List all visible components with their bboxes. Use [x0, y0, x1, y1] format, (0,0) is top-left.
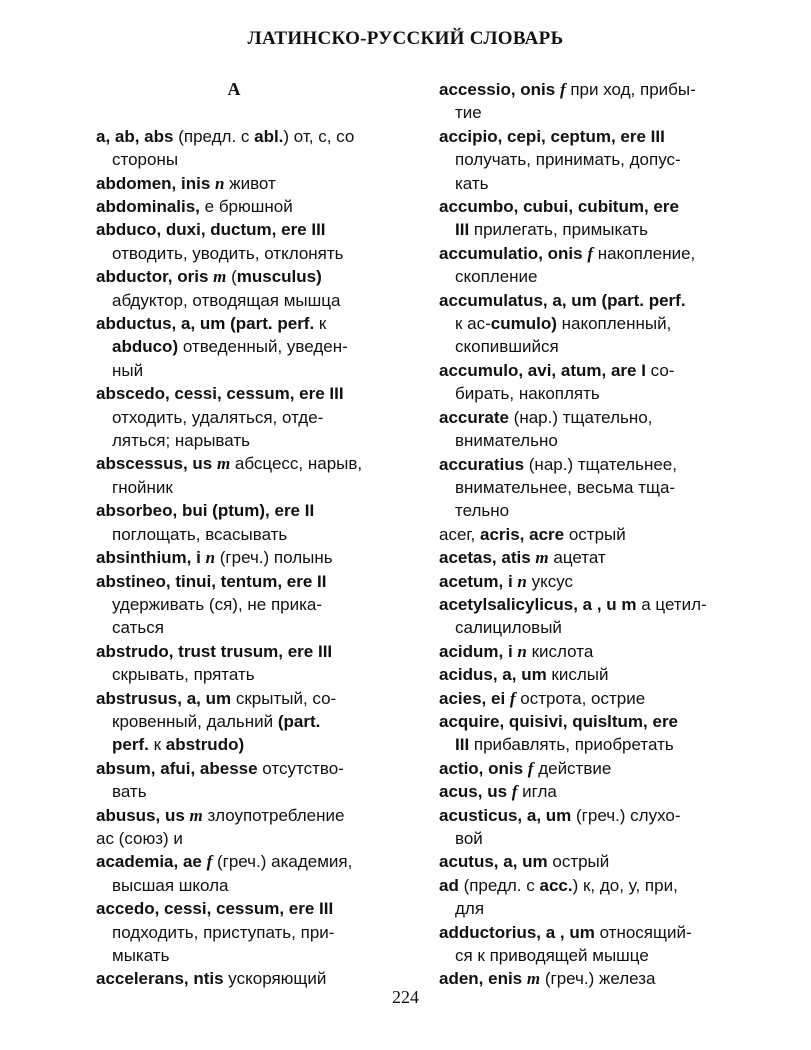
headword: acetas, atis: [439, 548, 536, 568]
headword: accumulatio, onis: [439, 243, 588, 263]
headword: acris, acre: [479, 524, 565, 544]
entry-continuation: [439, 616, 715, 639]
dictionary-entry: [439, 687, 715, 710]
dictionary-entry: [96, 452, 372, 499]
entry-continuation: [96, 429, 372, 452]
headword: acidum, i: [439, 641, 518, 661]
left-column: [96, 78, 372, 991]
headword: ad: [439, 875, 459, 895]
headword: acutus, a, um: [439, 852, 548, 872]
definition-text: получать, принимать, допус-: [455, 150, 681, 170]
definition-text: уксус: [526, 571, 574, 591]
dictionary-entry: [96, 382, 372, 452]
definition-text: накопленный,: [556, 314, 672, 334]
definition-text: острый: [564, 524, 626, 544]
definition-text: бирать, накоплять: [455, 384, 600, 404]
dictionary-entry: [439, 406, 715, 453]
headword: acus, us: [439, 782, 512, 802]
dictionary-entry: [439, 874, 715, 921]
definition-text: (греч.) железа: [540, 969, 656, 989]
headword: III: [455, 735, 470, 755]
definition-text: скрывать, прятать: [112, 665, 255, 685]
definition-text: асег,: [439, 524, 480, 544]
entry-line: [439, 663, 715, 686]
definition-text: (греч.) академия,: [212, 852, 353, 872]
gender-mark: n: [215, 173, 225, 193]
entry-line: [439, 850, 715, 873]
entry-continuation: [439, 944, 715, 967]
dictionary-entry: [439, 593, 715, 640]
headword: actio, onis: [439, 758, 528, 778]
headword: acies, ei: [439, 688, 510, 708]
entry-continuation: [96, 944, 372, 967]
dictionary-entry: [96, 757, 372, 804]
entry-line: [439, 687, 715, 710]
definition-text: со-: [645, 360, 675, 380]
headword: acc.: [539, 875, 573, 895]
definition-text: ) от, с, со: [283, 126, 355, 146]
entry-line: [96, 452, 372, 475]
headword: acusticus, a, um: [439, 805, 572, 825]
entry-line: [96, 804, 372, 827]
gender-mark: f: [587, 243, 593, 263]
gender-mark: f: [509, 688, 516, 708]
definition-text: абдуктор, отводящая мышца: [112, 290, 341, 310]
entry-continuation: [439, 312, 715, 335]
headword: abstrudo, trust trusum, ere III: [96, 641, 333, 661]
dictionary-entry: [439, 125, 715, 195]
dictionary-entry: [439, 710, 715, 757]
entry-line: [439, 710, 715, 733]
entry-continuation: [96, 616, 372, 639]
entry-continuation: [439, 897, 715, 920]
headword: acetum, i: [439, 571, 518, 591]
definition-text: гнойник: [112, 477, 173, 497]
headword: accumulatus, a, um (part. perf.: [439, 290, 686, 310]
headword: abscessus, us: [96, 454, 217, 474]
entry-line: [96, 546, 372, 569]
entry-continuation: [439, 476, 715, 499]
definition-text: ный: [112, 360, 144, 380]
definition-text: злоупотребление: [202, 805, 345, 825]
gender-mark: n: [205, 548, 216, 568]
dictionary-entry: [96, 897, 372, 967]
definition-text: для: [455, 899, 485, 919]
definition-text: вать: [112, 782, 147, 802]
definition-text: к ас-: [455, 314, 491, 334]
definition-text: ускоряющий: [223, 969, 327, 989]
dictionary-entry: [439, 663, 715, 686]
headword: accumbo, cubui, cubitum, ere: [439, 197, 679, 217]
gender-mark: m: [535, 548, 549, 568]
definition-text: поглощать, всасывать: [112, 524, 288, 544]
definition-text: живот: [224, 173, 276, 193]
entry-continuation: [96, 406, 372, 429]
headword: aden, enis: [439, 969, 527, 989]
definition-text: кровенный, дальний: [112, 711, 278, 731]
entry-line: [439, 289, 715, 312]
entry-line: [439, 757, 715, 780]
definition-text: высшая школа: [112, 875, 229, 895]
definition-text: ацетат: [548, 548, 606, 568]
definition-text: к: [314, 314, 327, 334]
definition-text: отсутство-: [257, 758, 344, 778]
entry-continuation: [96, 335, 372, 358]
dictionary-entry: [439, 289, 715, 359]
entry-continuation: [439, 733, 715, 756]
gender-mark: f: [527, 758, 534, 778]
headword: abdominalis,: [96, 197, 200, 216]
page-number: 224: [392, 987, 419, 1007]
entry-continuation: [96, 476, 372, 499]
entry-continuation: [96, 289, 372, 312]
entry-continuation: [96, 780, 372, 803]
dictionary-entry: [439, 78, 715, 125]
entry-continuation: [96, 874, 372, 897]
entry-line: [439, 406, 715, 429]
entry-continuation: [96, 921, 372, 944]
headword: abdomen, inis: [96, 173, 216, 193]
definition-text: отходить, удаляться, отде-: [112, 407, 324, 427]
definition-text: внимательно: [455, 431, 558, 451]
entry-line: [96, 218, 372, 241]
gender-mark: n: [517, 641, 527, 661]
dictionary-entry: [439, 359, 715, 406]
entry-line: [96, 125, 372, 148]
entry-line: [96, 382, 372, 405]
definition-text: внимательнее, весьма тща-: [455, 477, 676, 497]
entry-line: [96, 687, 372, 710]
entry-line: [96, 570, 372, 593]
headword: musculus): [236, 267, 322, 287]
entry-continuation: [96, 710, 372, 733]
headword: abductus, a, um (part. perf.: [96, 314, 315, 334]
entry-continuation: [439, 827, 715, 850]
entry-continuation: [439, 148, 715, 171]
entry-line: [439, 593, 715, 616]
headword: acidus, a, um: [439, 665, 547, 685]
entry-line: [439, 804, 715, 827]
entry-line: [439, 125, 715, 148]
headword: abstrudo): [165, 735, 245, 755]
headword: absum, afui, abesse: [96, 758, 258, 778]
headword: accessio, onis: [439, 80, 560, 99]
dictionary-entry: [439, 921, 715, 968]
gender-mark: n: [517, 571, 527, 591]
definition-text: кислота: [526, 641, 594, 661]
headword: accuratius: [439, 454, 525, 474]
entry-line: [96, 172, 372, 195]
gender-mark: m: [189, 805, 203, 825]
definition-text: саться: [112, 618, 164, 638]
entry-line: [96, 850, 372, 873]
entry-continuation: [439, 172, 715, 195]
definition-text: острый: [547, 852, 610, 872]
dictionary-entry: [439, 523, 715, 546]
headword: abscedo, cessi, cessum, ere III: [96, 384, 344, 404]
dictionary-entry: [96, 499, 372, 546]
entry-line: [96, 195, 372, 218]
entry-line: [439, 874, 715, 897]
definition-text: а цетил-: [636, 594, 707, 614]
definition-text: действие: [533, 758, 612, 778]
definition-text: (греч.) полынь: [215, 548, 333, 568]
definition-text: прилегать, примыкать: [469, 220, 649, 240]
definition-text: ас (союз) и: [96, 828, 183, 848]
definition-text: ся к приводящей мышце: [455, 946, 649, 966]
entry-line: [96, 897, 372, 920]
entry-line: [96, 312, 372, 335]
headword: accurate: [439, 407, 509, 427]
dictionary-entry: [96, 312, 372, 382]
gender-mark: f: [206, 852, 213, 872]
definition-text: прибавлять, приобретать: [469, 735, 674, 755]
entry-line: [439, 242, 715, 265]
gender-mark: m: [213, 267, 227, 287]
definition-text: абсцесс, нарыв,: [230, 454, 363, 474]
right-entries: [439, 78, 715, 991]
dictionary-entry: [96, 195, 372, 218]
gender-mark: f: [511, 782, 518, 802]
right-column: [439, 78, 715, 991]
headword: acetylsalicylicus, a , u m: [439, 594, 637, 614]
headword: III: [455, 220, 470, 240]
headword: abstrusus, a, um: [96, 688, 232, 708]
headword: abduco, duxi, ductum, ere III: [96, 220, 326, 240]
entry-continuation: [96, 359, 372, 382]
dictionary-entry: [439, 757, 715, 780]
entry-line: [439, 570, 715, 593]
dictionary-entry: [439, 780, 715, 803]
definition-text: отведенный, уведен-: [178, 337, 348, 357]
entry-line: [439, 78, 715, 101]
definition-text: отводить, уводить, отклонять: [112, 243, 344, 263]
entry-continuation: [96, 148, 372, 171]
entry-line: [439, 640, 715, 663]
dictionary-entry: [96, 172, 372, 195]
definition-text: (предл. с: [173, 126, 255, 146]
dictionary-entry: [439, 640, 715, 663]
entry-continuation: [439, 265, 715, 288]
definition-text: мыкать: [112, 946, 170, 965]
entry-line: [96, 757, 372, 780]
dictionary-entry: [96, 218, 372, 265]
gender-mark: m: [526, 969, 541, 989]
headword: absinthium, i: [96, 548, 206, 568]
dictionary-entry: [96, 125, 372, 172]
entry-continuation: [96, 663, 372, 686]
dictionary-entry: [439, 242, 715, 289]
definition-text: тельно: [455, 501, 510, 521]
headword: perf.: [112, 735, 149, 755]
headword: acquire, quisivi, quisltum, ere: [439, 711, 679, 731]
definition-text: вой: [455, 829, 483, 848]
headword: abusus, us: [96, 805, 190, 825]
headword: adductorius, a , um: [439, 922, 595, 942]
entry-continuation: [439, 335, 715, 358]
entry-line: [96, 827, 372, 850]
definition-text: ляться; нарывать: [112, 431, 251, 451]
left-entries: [96, 125, 372, 991]
definition-text: стороны: [112, 150, 179, 170]
definition-text: (: [226, 267, 237, 287]
section-letter: A: [227, 79, 241, 99]
headword: accipio, cepi, ceptum, ere III: [439, 126, 665, 146]
entry-continuation: [439, 429, 715, 452]
definition-text: скопившийся: [455, 337, 559, 357]
entry-continuation: [439, 218, 715, 241]
definition-text: скрытый, со-: [231, 688, 337, 708]
headword: absorbeo, bui (ptum), ere II: [96, 501, 315, 521]
entry-line: [439, 546, 715, 569]
entry-line: [439, 453, 715, 476]
headword: (part.: [277, 711, 321, 731]
definition-text: е брюшной: [199, 197, 293, 216]
entry-continuation: [96, 523, 372, 546]
definition-text: удерживать (ся), не прика-: [112, 594, 323, 614]
entry-continuation: [439, 499, 715, 522]
dictionary-entry: [439, 850, 715, 873]
definition-text: тие: [455, 103, 482, 123]
entry-line: [439, 195, 715, 218]
gender-mark: f: [559, 80, 566, 99]
entry-line: [96, 640, 372, 663]
headword: academia, ae: [96, 852, 207, 872]
definition-text: (предл. с: [458, 875, 540, 895]
headword: accelerans, ntis: [96, 969, 224, 989]
entry-line: [96, 265, 372, 288]
definition-text: накопление,: [592, 243, 696, 263]
headword: accumulo, avi, atum, are I: [439, 360, 646, 380]
entry-line: [439, 359, 715, 382]
dictionary-entry: [96, 850, 372, 897]
definition-text: кислый: [546, 665, 609, 685]
entry-continuation: [439, 101, 715, 124]
headword: abstineo, tinui, tentum, ere II: [96, 571, 327, 591]
dictionary-entry: [96, 570, 372, 640]
dictionary-entry: [439, 570, 715, 593]
definition-text: скопление: [455, 267, 538, 287]
definition-text: кать: [455, 173, 489, 193]
headword: a, ab, abs: [96, 126, 174, 146]
dictionary-entry: [439, 453, 715, 523]
headword: abductor, oris: [96, 267, 214, 287]
entry-continuation: [96, 593, 372, 616]
definition-text: к: [148, 735, 166, 755]
headword: abl.: [254, 126, 284, 146]
dictionary-entry: [439, 195, 715, 242]
definition-text: относящий-: [594, 922, 692, 942]
headword: abduco): [112, 337, 179, 357]
dictionary-entry: [96, 546, 372, 569]
headword: accedo, cessi, cessum, ere III: [96, 899, 334, 919]
dictionary-entry: [96, 804, 372, 827]
entry-continuation: [439, 382, 715, 405]
dictionary-entry: [96, 265, 372, 312]
page-header: ЛАТИНСКО-РУССКИЙ СЛОВАРЬ: [247, 28, 564, 49]
definition-text: (нар.) тщательнее,: [524, 454, 677, 474]
headword: cumulo): [490, 314, 557, 334]
dictionary-entry: [439, 804, 715, 851]
dictionary-entry: [96, 687, 372, 757]
definition-text: острота, острие: [515, 688, 646, 708]
definition-text: при ход, прибы-: [565, 80, 696, 99]
entry-continuation: [96, 242, 372, 265]
entry-line: [439, 921, 715, 944]
definition-text: (нар.) тщательно,: [508, 407, 653, 427]
entry-line: [439, 780, 715, 803]
entry-continuation: [96, 733, 372, 756]
dictionary-entry: [96, 827, 372, 850]
entry-line: [96, 499, 372, 522]
definition-text: салициловый: [455, 618, 562, 638]
definition-text: ) к, до, у, при,: [572, 875, 678, 895]
dictionary-entry: [439, 546, 715, 569]
definition-text: (греч.) слухо-: [571, 805, 681, 825]
gender-mark: m: [216, 454, 231, 474]
definition-text: игла: [517, 782, 557, 802]
dictionary-entry: [96, 640, 372, 687]
definition-text: подходить, приступать, при-: [112, 922, 335, 942]
entry-line: [439, 523, 715, 546]
